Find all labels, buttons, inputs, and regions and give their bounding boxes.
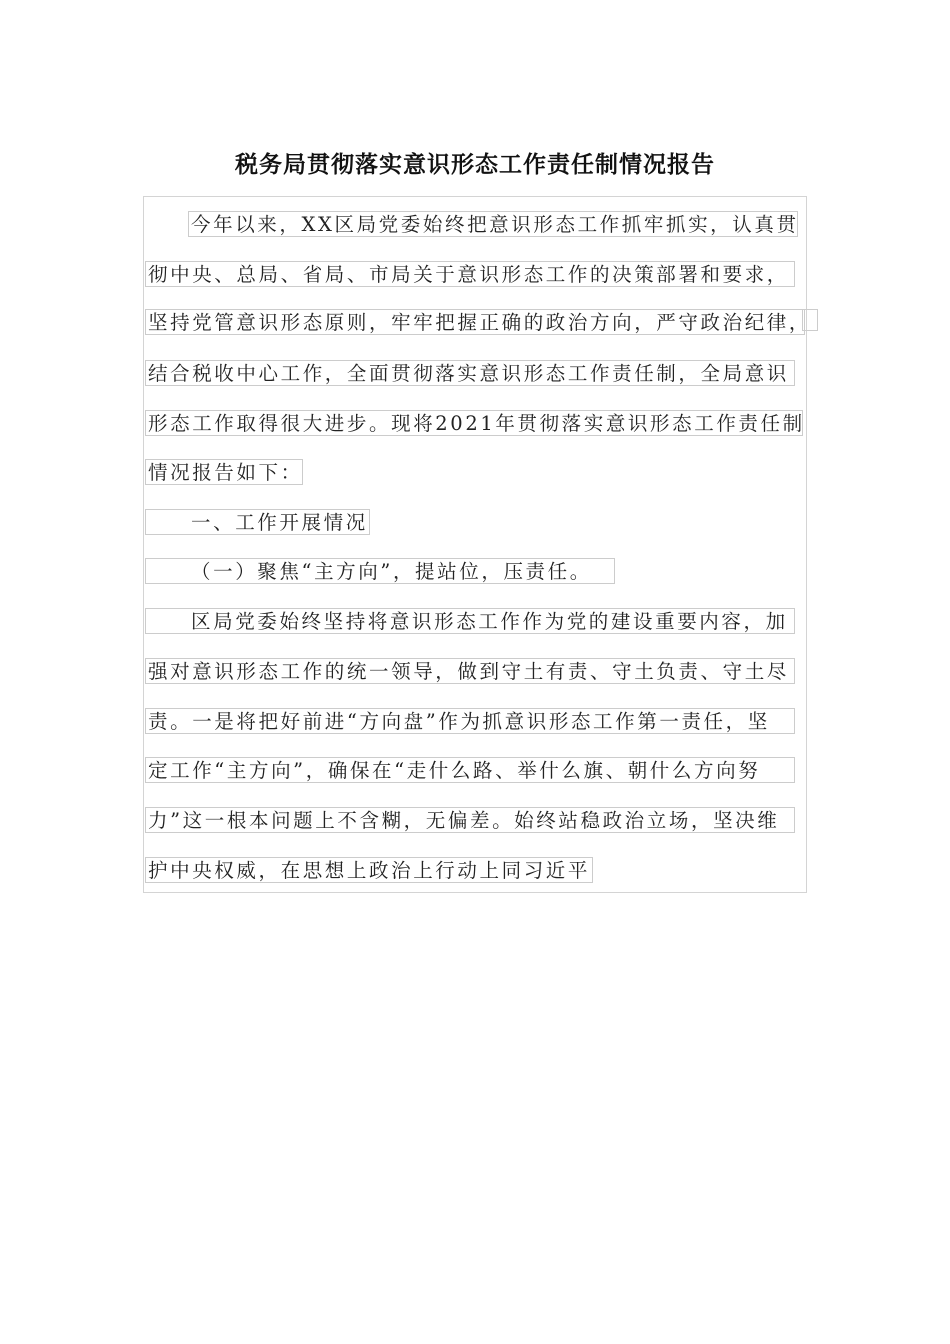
subsection-heading-1: （一）聚焦“主方向”，提站位，压责任。 bbox=[145, 558, 615, 584]
text-frame bbox=[143, 196, 807, 893]
paragraph-2-line-2: 强对意识形态工作的统一领导，做到守土有责、守土负责、守土尽 bbox=[145, 658, 795, 684]
paragraph-1-line-1: 今年以来，XX区局党委始终把意识形态工作抓牢抓实，认真贯 bbox=[188, 211, 798, 237]
paragraph-1-line-6: 情况报告如下： bbox=[145, 459, 303, 485]
section-heading-1: 一、工作开展情况 bbox=[145, 509, 370, 535]
document-title: 税务局贯彻落实意识形态工作责任制情况报告 bbox=[235, 151, 715, 178]
paragraph-2-line-5: 力”这一根本问题上不含糊，无偏差。始终站稳政治立场，坚决维 bbox=[145, 807, 795, 833]
paragraph-2-line-6: 护中央权威，在思想上政治上行动上同习近平 bbox=[145, 857, 593, 883]
paragraph-2-line-3: 责。一是将把好前进“方向盘”作为抓意识形态工作第一责任，坚 bbox=[145, 708, 795, 734]
paragraph-1-line-3: 坚持党管意识形态原则，牢牢把握正确的政治方向，严守政治纪律， bbox=[145, 309, 805, 335]
paragraph-1-line-2: 彻中央、总局、省局、市局关于意识形态工作的决策部署和要求， bbox=[145, 261, 795, 287]
paragraph-1-line-4: 结合税收中心工作，全面贯彻落实意识形态工作责任制，全局意识 bbox=[145, 360, 795, 386]
line-end-marker bbox=[802, 309, 818, 331]
paragraph-1-line-5: 形态工作取得很大进步。现将2021年贯彻落实意识形态工作责任制 bbox=[145, 410, 803, 436]
paragraph-2-line-4: 定工作“主方向”，确保在“走什么路、举什么旗、朝什么方向努 bbox=[145, 757, 795, 783]
paragraph-2-line-1: 区局党委始终坚持将意识形态工作作为党的建设重要内容，加 bbox=[145, 608, 795, 634]
